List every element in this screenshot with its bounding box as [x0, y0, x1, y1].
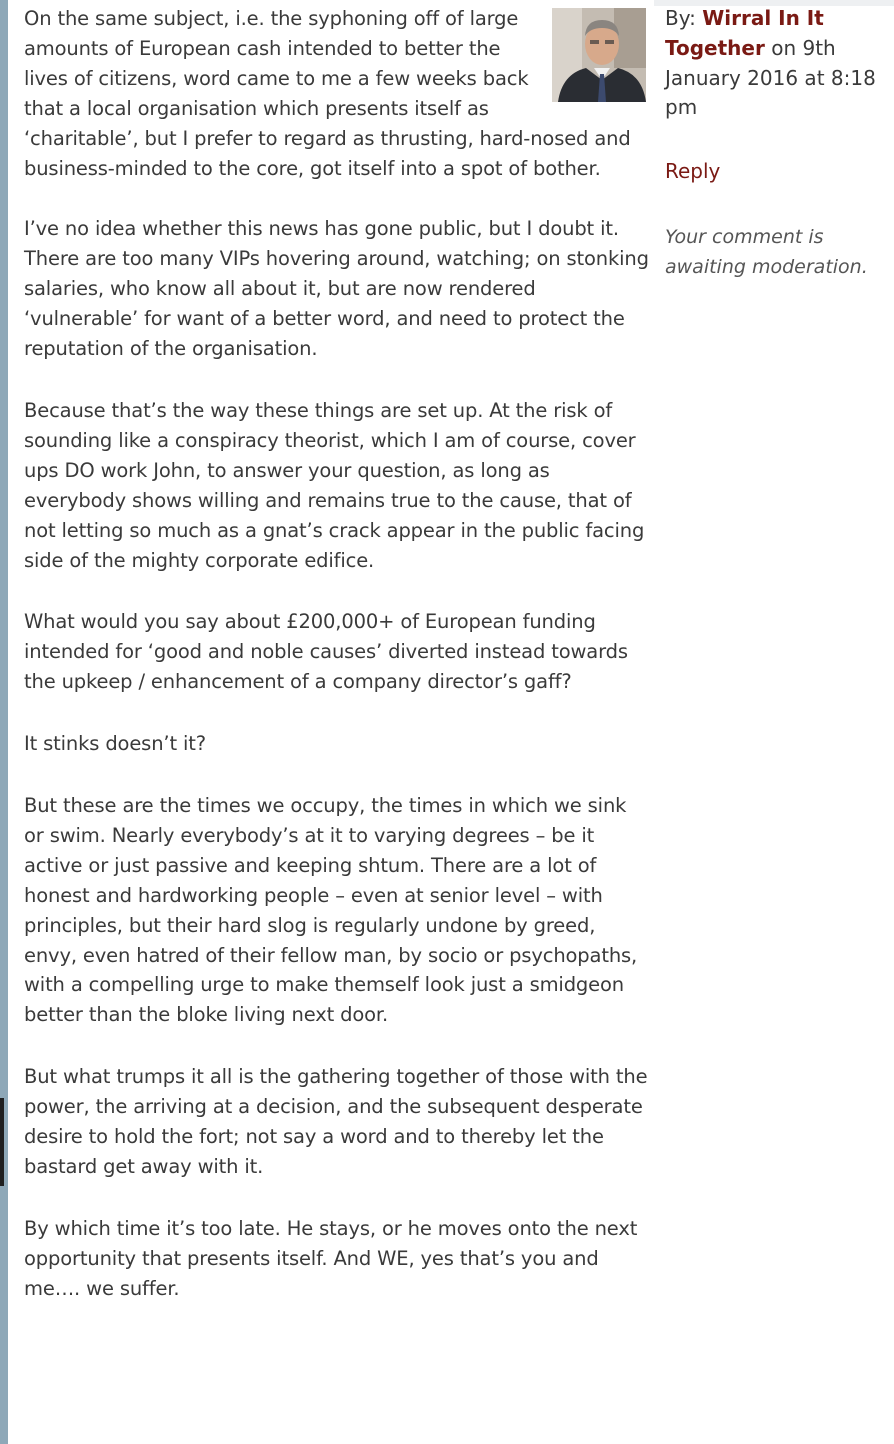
comment-paragraph: By which time it’s too late. He stays, or he moves onto the next opportunity that presents itself. And WE, yes that’s you and me…. we suffer.: [24, 1216, 638, 1300]
author-link[interactable]: Wirral In It Together: [665, 6, 824, 60]
comment-paragraph: It stinks doesn’t it?: [24, 732, 206, 756]
comment-paragraph: But these are the times we occupy, the times in which we sink or swim. Nearly everybody’s at it to varying degrees – be it active or just passive and keeping shtum. There are a lot of honest and hardworking people – even at senior level – with principles, but their hard slog is regularly undone by greed, envy, even hatred of their fellow man, by socio or psychopaths, with a compelling urge to make themself look just a smidgeon better than the bloke living next door.: [24, 794, 638, 1027]
comment-paragraph: What would you say about £200,000+ of European funding intended for ‘good and noble causes’ diverted instead towards the upkeep / enhancement of a company director’s gaff?: [24, 610, 628, 694]
comment-paragraph: I’ve no idea whether this news has gone public, but I doubt it. There are too many VIPs hovering around, watching; on stonking salaries, who know all about it, but are now rendered ‘vulnerable’ for want of a better word, and need to protect the reputation of the organisation.: [24, 217, 649, 361]
author-prefix: By:: [665, 6, 703, 30]
comment-paragraph: [24, 4, 650, 183]
comment-body: [24, 4, 650, 1336]
scroll-marker: [0, 1098, 4, 1186]
comment-meta: [665, 4, 894, 123]
comment-paragraph: Because that’s the way these things are set up. At the risk of sounding like a conspiracy theorist, which I am of course, cover ups DO work John, to answer your question, as long as everybody shows willing and remains true to the cause, that of not letting so much as a gnat’s crack appear in the public facing side of the mighty corporate edifice.: [24, 398, 645, 572]
comment-thread-border: [0, 0, 8, 1444]
comment-date: on 9th January 2016 at 8:18 pm: [665, 35, 876, 120]
paragraph-text: On the same subject, i.e. the syphoning off of large amounts of European cash intended to better the lives of citizens, word came to me a few weeks back that a local organisation which presents itself as ‘charitable’, but I prefer to regard as thrusting, hard-nosed and business-minded to the core, got itself into a spot of bother.: [24, 7, 631, 180]
reply-link[interactable]: Reply: [665, 159, 721, 183]
avatar-photo-icon: [552, 8, 646, 102]
moderation-notice: Your comment is awaiting moderation.: [665, 226, 868, 278]
comment-paragraph: But what trumps it all is the gathering together of those with the power, the arriving at a decision, and the subsequent desperate desire to hold the fort; not say a word and to thereby let the bastard get away with it.: [24, 1065, 648, 1178]
